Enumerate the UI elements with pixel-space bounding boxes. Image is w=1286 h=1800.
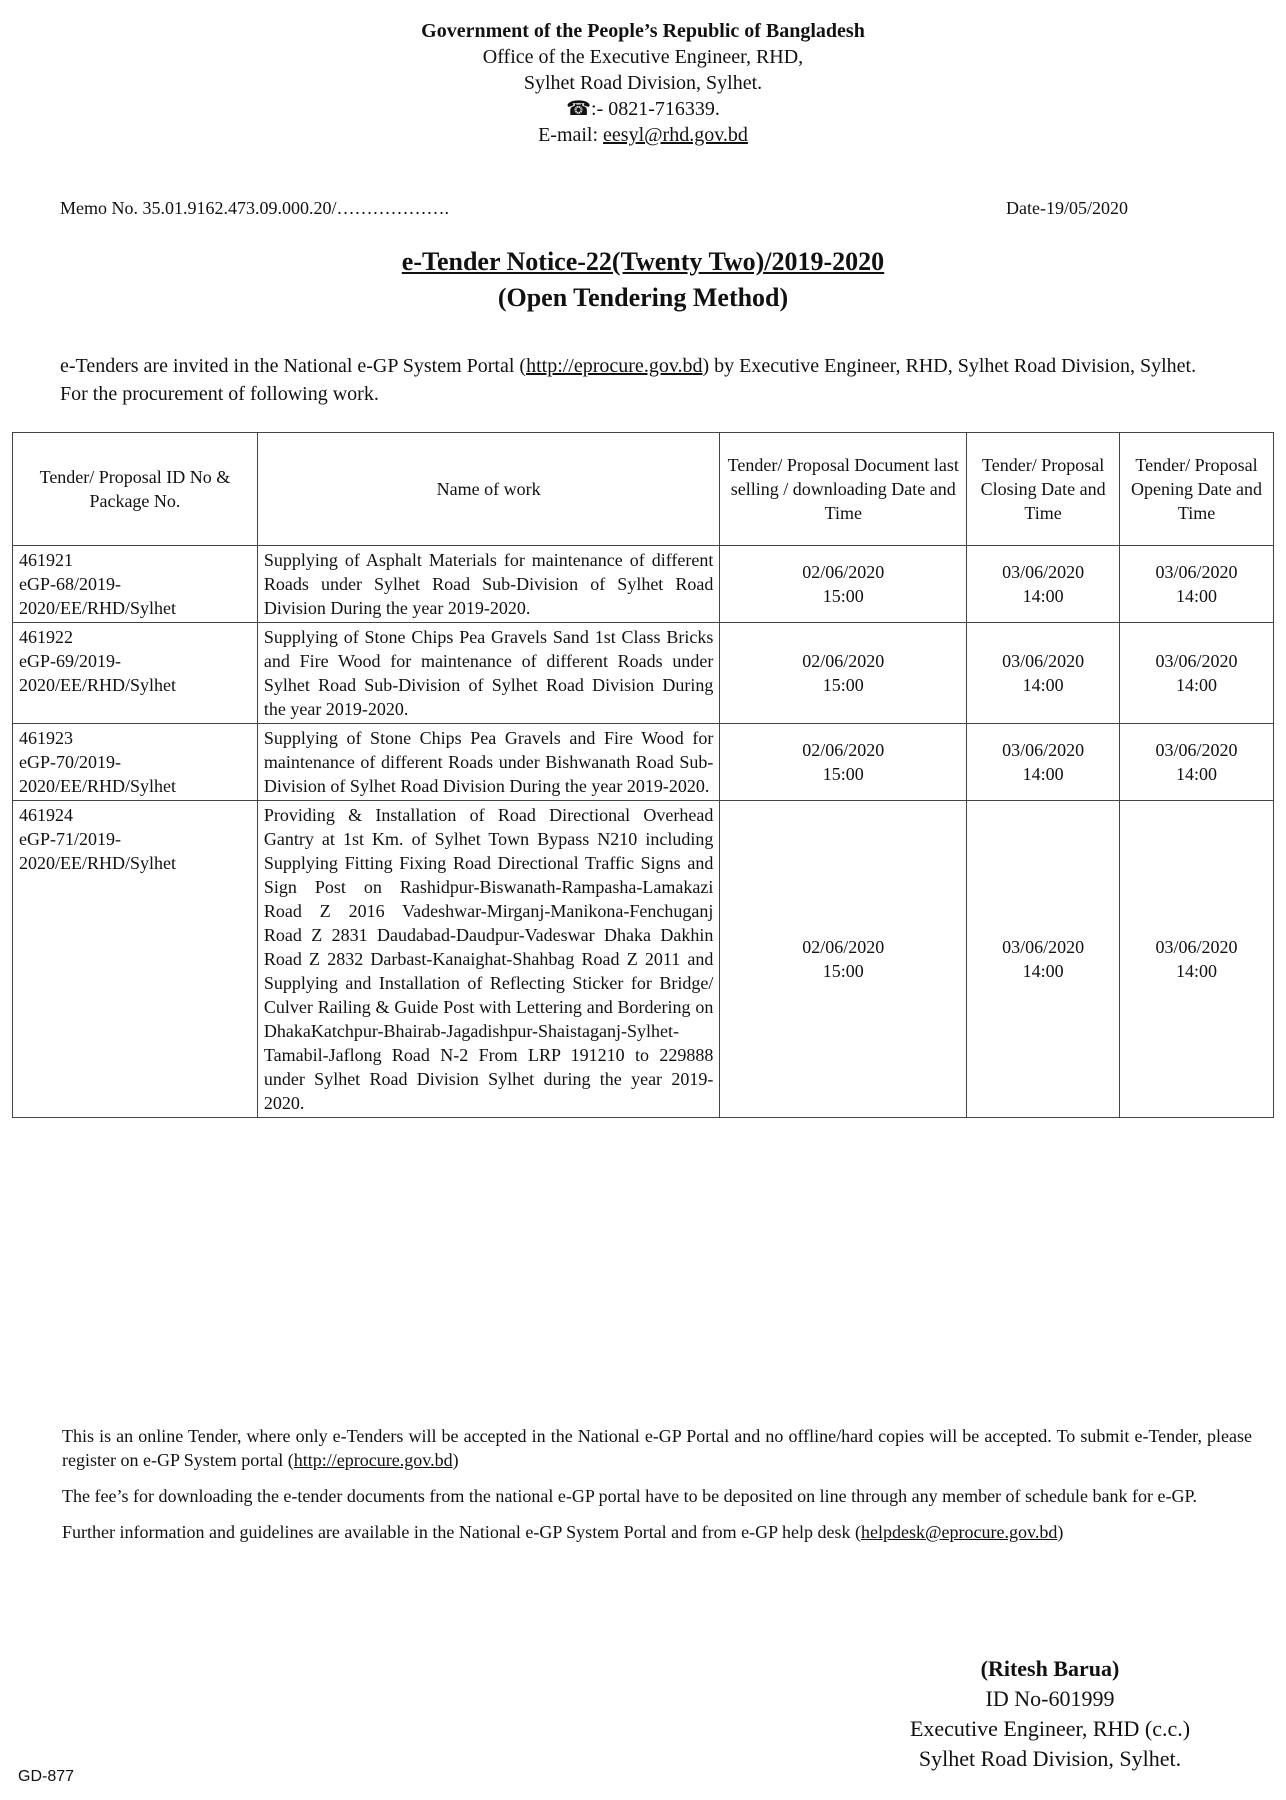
selling-date: 02/06/2020 [802,562,885,582]
closing-time: 14:00 [1022,586,1064,606]
closing-cell [967,623,1120,724]
email-link[interactable]: eesyl@rhd.gov.bd [603,124,748,146]
package-no: eGP-68/2019-2020/EE/RHD/Sylhet [19,574,176,618]
signatory-name: (Ritesh Barua) [980,1656,1120,1681]
memo-number: Memo No. 35.01.9162.473.09.000.20/………………. [60,198,449,218]
opening-cell [1120,724,1274,801]
work-name: Supplying of Stone Chips Pea Gravels Sand 1st Class Bricks and Fire Wood for maintenance of different Roads under Sylhet Road Sub-Division of Sylhet Road Division During the year 2019-2020. [257,623,720,724]
division-name: Sylhet Road Division, Sylhet. [523,72,763,94]
helpdesk-email-link[interactable]: helpdesk@eprocure.gov.bd [860,1522,1058,1542]
helpdesk-paragraph [62,1520,1252,1544]
eprocure-register-link[interactable]: http://eprocure.gov.bd [293,1450,453,1470]
closing-date: 03/06/2020 [1002,937,1085,957]
signatory-designation: Executive Engineer, RHD (c.c.) [909,1716,1191,1741]
tender-id: 461922 [19,627,73,647]
opening-date: 03/06/2020 [1155,562,1238,582]
letterhead [0,18,1286,148]
email-line [0,122,1286,148]
opening-time: 14:00 [1176,675,1218,695]
intro-text: e-Tenders are invited in the National e-GP System Portal ( [60,355,527,377]
notice-footer [62,1424,1252,1556]
closing-time: 14:00 [1022,764,1064,784]
opening-time: 14:00 [1176,764,1218,784]
opening-date: 03/06/2020 [1155,740,1238,760]
header-closing: Tender/ Proposal Closing Date and Time [967,433,1120,546]
government-name: Government of the People’s Republic of Bangladesh [421,20,865,42]
opening-time: 14:00 [1176,961,1218,981]
table-row [13,801,1274,1118]
closing-cell [967,801,1120,1118]
header-work: Name of work [257,433,720,546]
package-no: eGP-69/2019-2020/EE/RHD/Sylhet [19,651,176,695]
memo-date: Date-19/05/2020 [1006,198,1128,218]
work-name: Providing & Installation of Road Directional Overhead Gantry at 1st Km. of Sylhet Town Bypass N210 including Supplying Fitting Fixing Road Directional Traffic Signs and Sign Post on Rashidpur-Biswanath-Rampasha-Lamakazi Road Z 2016 Vadeshwar-Mirganj-Manikona-Fenchuganj Road Z 2831 Daudabad-Daudpur-Vadeswar Dhaka Dakhin Road Z 2832 Darbast-Kanaighat-Shahbag Road Z 2011 and Supplying and Installation of Reflecting Sticker for Bridge/ Culver Railing & Guide Post with Lettering and Bordering on DhakaKatchpur-Bhairab-Jagadishpur-Shaistaganj-Sylhet-Tamabil-Jaflong Road N-2 From LRP 191210 to 229888 under Sylhet Road Division Sylhet during the year 2019-2020. [257,801,720,1118]
work-name: Supplying of Stone Chips Pea Gravels and Fire Wood for maintenance of different Roads under Bishwanath Road Sub-Division of Sylhet Road Division During the year 2019-2020. [257,724,720,801]
tender-id: 461924 [19,805,73,825]
opening-cell [1120,623,1274,724]
tender-id: 461921 [19,550,73,570]
signatory-division: Sylhet Road Division, Sylhet. [918,1746,1182,1771]
opening-time: 14:00 [1176,586,1218,606]
helpdesk-text-end: ) [1057,1522,1064,1542]
signature-block [830,1654,1270,1774]
header-selling: Tender/ Proposal Document last selling / downloading Date and Time [720,433,967,546]
header-opening: Tender/ Proposal Opening Date and Time [1120,433,1274,546]
selling-date: 02/06/2020 [802,937,885,957]
closing-date: 03/06/2020 [1002,562,1085,582]
tender-id-cell [13,623,258,724]
online-tender-text: This is an online Tender, where only e-Tenders will be accepted in the National e-GP Portal and no offline/hard copies will be accepted. To submit e-Tender, please register on e-GP System portal ( [62,1426,1252,1470]
package-no: eGP-71/2019-2020/EE/RHD/Sylhet [19,829,176,873]
opening-cell [1120,801,1274,1118]
tender-id-cell [13,546,258,623]
table-row [13,724,1274,801]
online-tender-text-end: ) [452,1450,459,1470]
phone-line [0,96,1286,122]
selling-time: 15:00 [822,961,864,981]
notice-title [0,244,1286,316]
selling-cell [720,724,967,801]
closing-cell [967,546,1120,623]
tender-table [12,432,1274,1118]
work-name: Supplying of Asphalt Materials for maintenance of different Roads under Sylhet Road Sub-Division of Sylhet Road Division During the year 2019-2020. [257,546,720,623]
tender-id-cell [13,724,258,801]
table-row [13,623,1274,724]
tender-id-cell [13,801,258,1118]
tender-id: 461923 [19,728,73,748]
selling-time: 15:00 [822,675,864,695]
table-row [13,546,1274,623]
closing-cell [967,724,1120,801]
selling-date: 02/06/2020 [802,651,885,671]
table-header-row [13,433,1274,546]
eprocure-link[interactable]: http://eprocure.gov.bd [526,355,703,377]
phone-icon: ☎ [566,98,592,120]
closing-time: 14:00 [1022,961,1064,981]
intro-paragraph [60,352,1220,408]
selling-time: 15:00 [822,586,864,606]
document-code: GD-877 [18,1768,75,1785]
selling-cell [720,546,967,623]
notice-title-line2: (Open Tendering Method) [497,283,789,312]
selling-date: 02/06/2020 [802,740,885,760]
phone-number: :- 0821-716339. [591,98,720,120]
email-label: E-mail: [538,124,604,146]
office-name: Office of the Executive Engineer, RHD, [482,46,804,68]
opening-date: 03/06/2020 [1155,937,1238,957]
opening-cell [1120,546,1274,623]
intro-text-end: ) by Executive Engineer, RHD, Sylhet Road Division, Sylhet. For the procurement of following work. [60,355,1197,405]
package-no: eGP-70/2019-2020/EE/RHD/Sylhet [19,752,176,796]
closing-time: 14:00 [1022,675,1064,695]
signatory-id: ID No-601999 [985,1686,1115,1711]
notice-title-line1: e-Tender Notice-22(Twenty Two)/2019-2020 [401,247,885,276]
header-id: Tender/ Proposal ID No & Package No. [13,433,258,546]
fee-paragraph: The fee’s for downloading the e-tender documents from the national e-GP portal have to be deposited on line through any member of schedule bank for e-GP. [62,1486,1197,1506]
closing-date: 03/06/2020 [1002,740,1085,760]
selling-cell [720,623,967,724]
opening-date: 03/06/2020 [1155,651,1238,671]
closing-date: 03/06/2020 [1002,651,1085,671]
online-tender-paragraph [62,1424,1252,1472]
selling-cell [720,801,967,1118]
helpdesk-text: Further information and guidelines are available in the National e-GP System Portal and from e-GP help desk ( [62,1522,861,1542]
selling-time: 15:00 [822,764,864,784]
